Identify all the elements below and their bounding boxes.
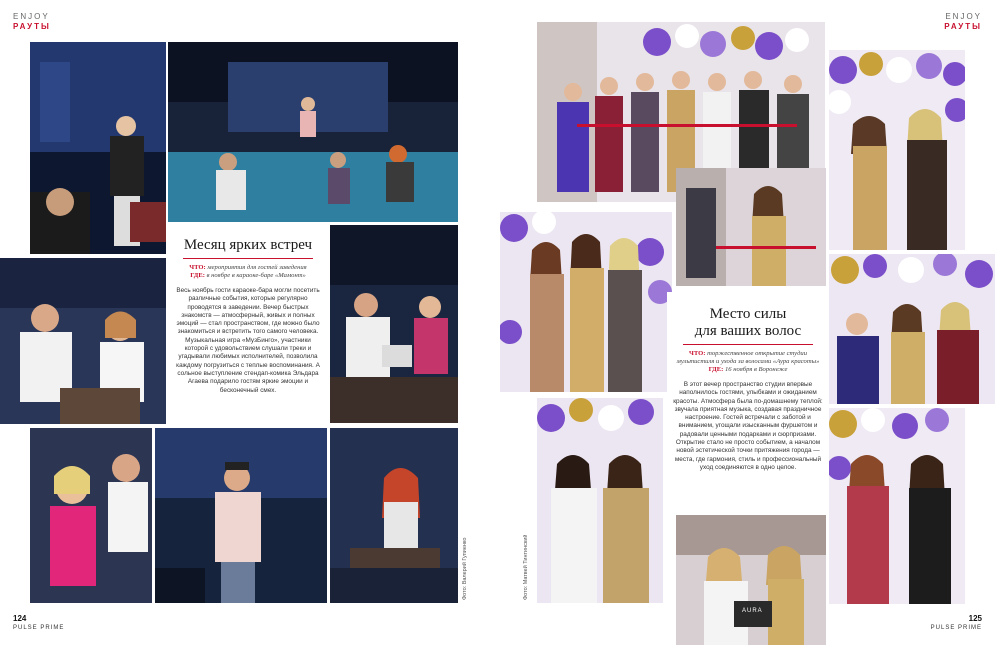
photo-guests-table — [0, 258, 166, 424]
page-number-left: 124 — [13, 614, 27, 623]
photo-two-women-dresses — [829, 408, 965, 604]
magazine-name-left: PULSE PRIME — [13, 625, 65, 631]
title-rule — [183, 258, 313, 259]
article-box-right — [667, 292, 829, 512]
article-where-left: ГДЕ: в ноябре в караоке-баре «Мамонт» — [190, 272, 306, 279]
section-label-left: ENJOY РАУТЫ — [13, 12, 51, 31]
photo-credit-right: Фото: Матвей Тинтинский — [523, 534, 529, 600]
page-number-right: 125 — [968, 614, 982, 623]
photo-two-women-balloons — [829, 50, 965, 250]
photo-redhead-table — [330, 428, 458, 603]
article-where-right: ГДЕ: 16 ноября в Воронеже — [708, 366, 788, 373]
title-rule-right — [683, 344, 813, 345]
article-title-left: Месяц ярких встреч — [183, 237, 313, 253]
article-what-left: ЧТО: мероприятия для гостей заведения — [189, 264, 307, 271]
photo-two-women-white-gold — [537, 398, 663, 603]
photo-credit-left: Фото: Валерий Гупиенко — [462, 537, 468, 600]
magazine-name-right: PULSE PRIME — [930, 625, 982, 631]
article-what-right: ЧТО: торжественное открытие студии мультистиля и ухода за волосами «Аура красоты» — [676, 350, 820, 365]
photo-woman-scissors — [676, 168, 826, 286]
photo-three-women-right — [829, 254, 995, 404]
photo-laptop-guests — [330, 225, 458, 423]
photo-standup-stage — [30, 42, 166, 254]
bag-label: AURA — [742, 608, 763, 614]
photo-comedian-mic — [155, 428, 327, 603]
article-title-right: Место силы для ваших волос — [694, 306, 802, 339]
article-body-right: В этот вечер пространство студии впервые наполнилось гостями, улыбками и ожиданием красоты. Атмосфера была по-домашнему теплой: звучала приятная музыка, создавая праздничное настроение. Гостей встречали с заботой и вниманием, угощали изысканным фуршетом и радовали ценными подарками и сюрпризами. Открытие стало не просто событием, а началом новой эстетической точки притяжения города — места, где гармония, стиль и профессиональный уход соединяются в одно целое. — [673, 381, 823, 471]
article-box-left — [170, 228, 326, 418]
section-label-right: ENJOY РАУТЫ — [944, 12, 982, 31]
photo-laughing-guests — [30, 428, 152, 603]
photo-three-women — [500, 212, 672, 392]
photo-women-with-bag — [676, 515, 826, 645]
photo-bar-hall — [168, 42, 458, 222]
article-body-left: Весь ноябрь гости караоке-бара могли посетить различные события, которые регулярно проводятся в заведении. Вечер быстрых знакомств — атмосферный, живых и полных эмоций — стал пространством, где можно было знакомиться и встретить того самого человека. Музыкальная игра «МузБинго», участники которой с удовольствием слушали треки и угадывали любимых исполнителей, позволила каждому погрузиться с теплые воспоминания. А сольное выступление стендап-комика Эльдара Агаева подарило гостям яркие эмоции и бесконечный смех. — [176, 287, 320, 394]
